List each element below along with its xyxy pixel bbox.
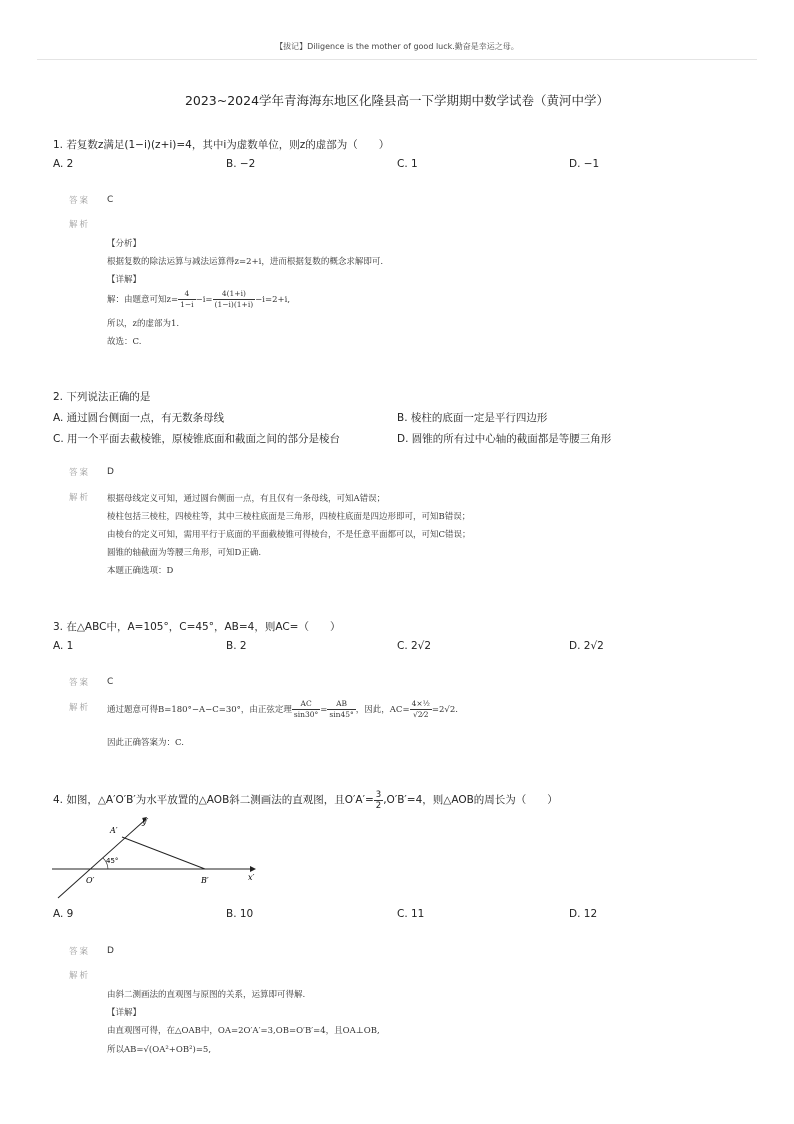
q4-fraction-den: 2 [375, 800, 382, 811]
q2-analysis-label: 解析 [69, 493, 91, 503]
q2-option-a: A. 通过圆台侧面一点，有无数条母线 [53, 412, 225, 424]
q3-stem: 3. 在△ABC中，A=105°，C=45°，AB=4，则AC=（ ） [53, 621, 341, 633]
q2-solution-line-1: 根据母线定义可知，通过圆台侧面一点，有且仅有一条母线，可知A错误； [107, 494, 386, 504]
q4-label-angle: 45° [106, 857, 119, 865]
q4-option-c: C. 11 [397, 908, 425, 920]
q1-option-d: D. −1 [569, 158, 600, 170]
q3-conclusion: 因此正确答案为：C. [107, 738, 184, 748]
q2-option-b: B. 棱柱的底面一定是平行四边形 [397, 412, 548, 424]
q1-fraction-2 [213, 289, 256, 310]
q1-fraction-1 [178, 289, 195, 310]
q3-option-a: A. 1 [53, 640, 74, 652]
q3-fraction-ab [327, 699, 355, 720]
q4-label-b: B′ [201, 876, 209, 885]
q4-stem: 4. 如图，△A′O′B′为水平放置的△AOB斜二测画法的直观图，且O′A′= [53, 794, 374, 806]
q3-option-b: B. 2 [226, 640, 247, 652]
q4-fraction [374, 790, 383, 811]
q4-solution-line-2: 由直观图可得，在△OAB中，OA=2O′A′=3,OB=O′B′=4，且OA⊥OB, [107, 1026, 380, 1036]
q2-solution-line-2: 棱柱包括三棱柱，四棱柱等，其中三棱柱底面是三角形，四棱柱底面是四边形即可，可知B错误； [107, 512, 471, 522]
q1-fraction-1-den: 1−i [180, 300, 194, 309]
q4-answer-label: 答案 [69, 947, 91, 957]
q4-stem-line [53, 789, 558, 811]
q1-answer-label: 答案 [69, 196, 91, 206]
q1-solution-post: −i=2+i, [255, 295, 291, 305]
q4-option-a: A. 9 [53, 908, 74, 920]
q3-solution-line [107, 697, 458, 723]
q3-answer: C [107, 677, 114, 687]
q3-fraction-result [410, 699, 432, 720]
q1-option-c: C. 1 [397, 158, 418, 170]
q3-answer-label: 答案 [69, 678, 91, 688]
q2-option-d: D. 圆锥的所有过中心轴的截面都是等腰三角形 [397, 433, 612, 445]
q3-fraction-ac [292, 699, 320, 720]
q4-option-d: D. 12 [569, 908, 598, 920]
q4-solution-line-3: 所以AB=√(OA²+OB²)=5, [107, 1045, 212, 1055]
q1-solution-line-3: 故选：C. [107, 337, 142, 347]
q2-solution-line-4: 圆锥的轴截面为等腰三角形，可知D正确. [107, 548, 262, 558]
page-title: 2023~2024学年青海海东地区化隆县高一下学期期中数学试卷（黄河中学） [184, 93, 610, 108]
q1-xiangjie-label: 【详解】 [107, 275, 142, 285]
header-divider [37, 59, 757, 60]
q4-stem-post: ,O′B′=4，则△AOB的周长为（ ） [383, 794, 558, 806]
q2-solution-line-5: 本题正确选项：D [107, 566, 174, 576]
q2-solution-line-3: 由棱台的定义可知，需用平行于底面的平面截棱锥可得棱台，不是任意平面都可以，可知C错误； [107, 530, 471, 540]
q3-fraction-ab-num: AB [327, 699, 355, 710]
q4-xiangjie-label: 【详解】 [107, 1008, 142, 1018]
q1-solution-line [107, 287, 290, 313]
q4-label-y: y′ [142, 817, 149, 826]
q4-label-o: O′ [86, 876, 95, 885]
q3-solution-mid: ，因此，AC= [355, 705, 410, 715]
q3-fraction-result-den: √2⁄2 [412, 710, 429, 719]
q1-analysis-label: 解析 [69, 220, 91, 230]
header-motto: 【拔记】Diligence is the mother of good luck.勤奋是幸运之母。 [275, 42, 519, 51]
q2-option-c: C. 用一个平面去截棱锥，原棱锥底面和截面之间的部分是棱台 [53, 433, 341, 445]
q4-solution-line-1: 由斜二测画法的直观图与原图的关系，运算即可得解. [107, 990, 306, 1000]
q1-fraction-2-den: (1−i)(1+i) [214, 300, 254, 309]
q1-fraction-2-num: 4(1+i) [213, 289, 256, 300]
q2-answer-label: 答案 [69, 468, 91, 478]
q3-solution-post: =2√2. [431, 705, 458, 715]
q1-option-b: B. −2 [226, 158, 256, 170]
q3-analysis-label: 解析 [69, 703, 91, 713]
q3-option-c: C. 2√2 [397, 640, 432, 652]
q4-x-arrow [250, 866, 256, 872]
q1-fraction-1-num: 4 [178, 289, 195, 300]
q3-fraction-ac-den: sin30° [293, 710, 319, 719]
q4-y-axis [58, 820, 145, 898]
q3-option-d: D. 2√2 [569, 640, 604, 652]
q4-label-a: A′ [110, 826, 118, 835]
q1-solution-line-2: 所以，z的虚部为1. [107, 319, 180, 329]
q2-answer: D [107, 467, 114, 477]
q2-stem: 2. 下列说法正确的是 [53, 391, 151, 403]
q1-option-a: A. 2 [53, 158, 74, 170]
q3-solution-pre: 通过题意可得B=180°−A−C=30°，由正弦定理 [107, 705, 292, 715]
q3-eq: = [320, 705, 328, 715]
q1-solution-mid: −i= [195, 295, 213, 305]
q1-stem: 1. 若复数z满足(1−i)(z+i)=4，其中i为虚数单位，则z的虚部为（ ） [53, 139, 390, 151]
q1-fenxi-label: 【分析】 [107, 239, 142, 249]
q4-answer: D [107, 946, 114, 956]
q3-fraction-ab-den: sin45° [329, 710, 354, 719]
q3-fraction-ac-num: AC [292, 699, 320, 710]
q1-fenxi-text: 根据复数的除法运算与减法运算得z=2+i，进而根据复数的概念求解即可. [107, 257, 384, 267]
q4-option-b: B. 10 [226, 908, 254, 920]
q4-analysis-label: 解析 [69, 971, 91, 981]
q4-segment-ab [122, 837, 205, 869]
q4-figure [50, 812, 265, 902]
q4-label-x: x′ [248, 873, 255, 882]
q1-solution-pre: 解：由题意可知z= [107, 295, 179, 305]
q1-answer: C [107, 195, 114, 205]
q3-fraction-result-num: 4×½ [411, 699, 430, 708]
q4-fraction-num: 3 [375, 789, 382, 800]
